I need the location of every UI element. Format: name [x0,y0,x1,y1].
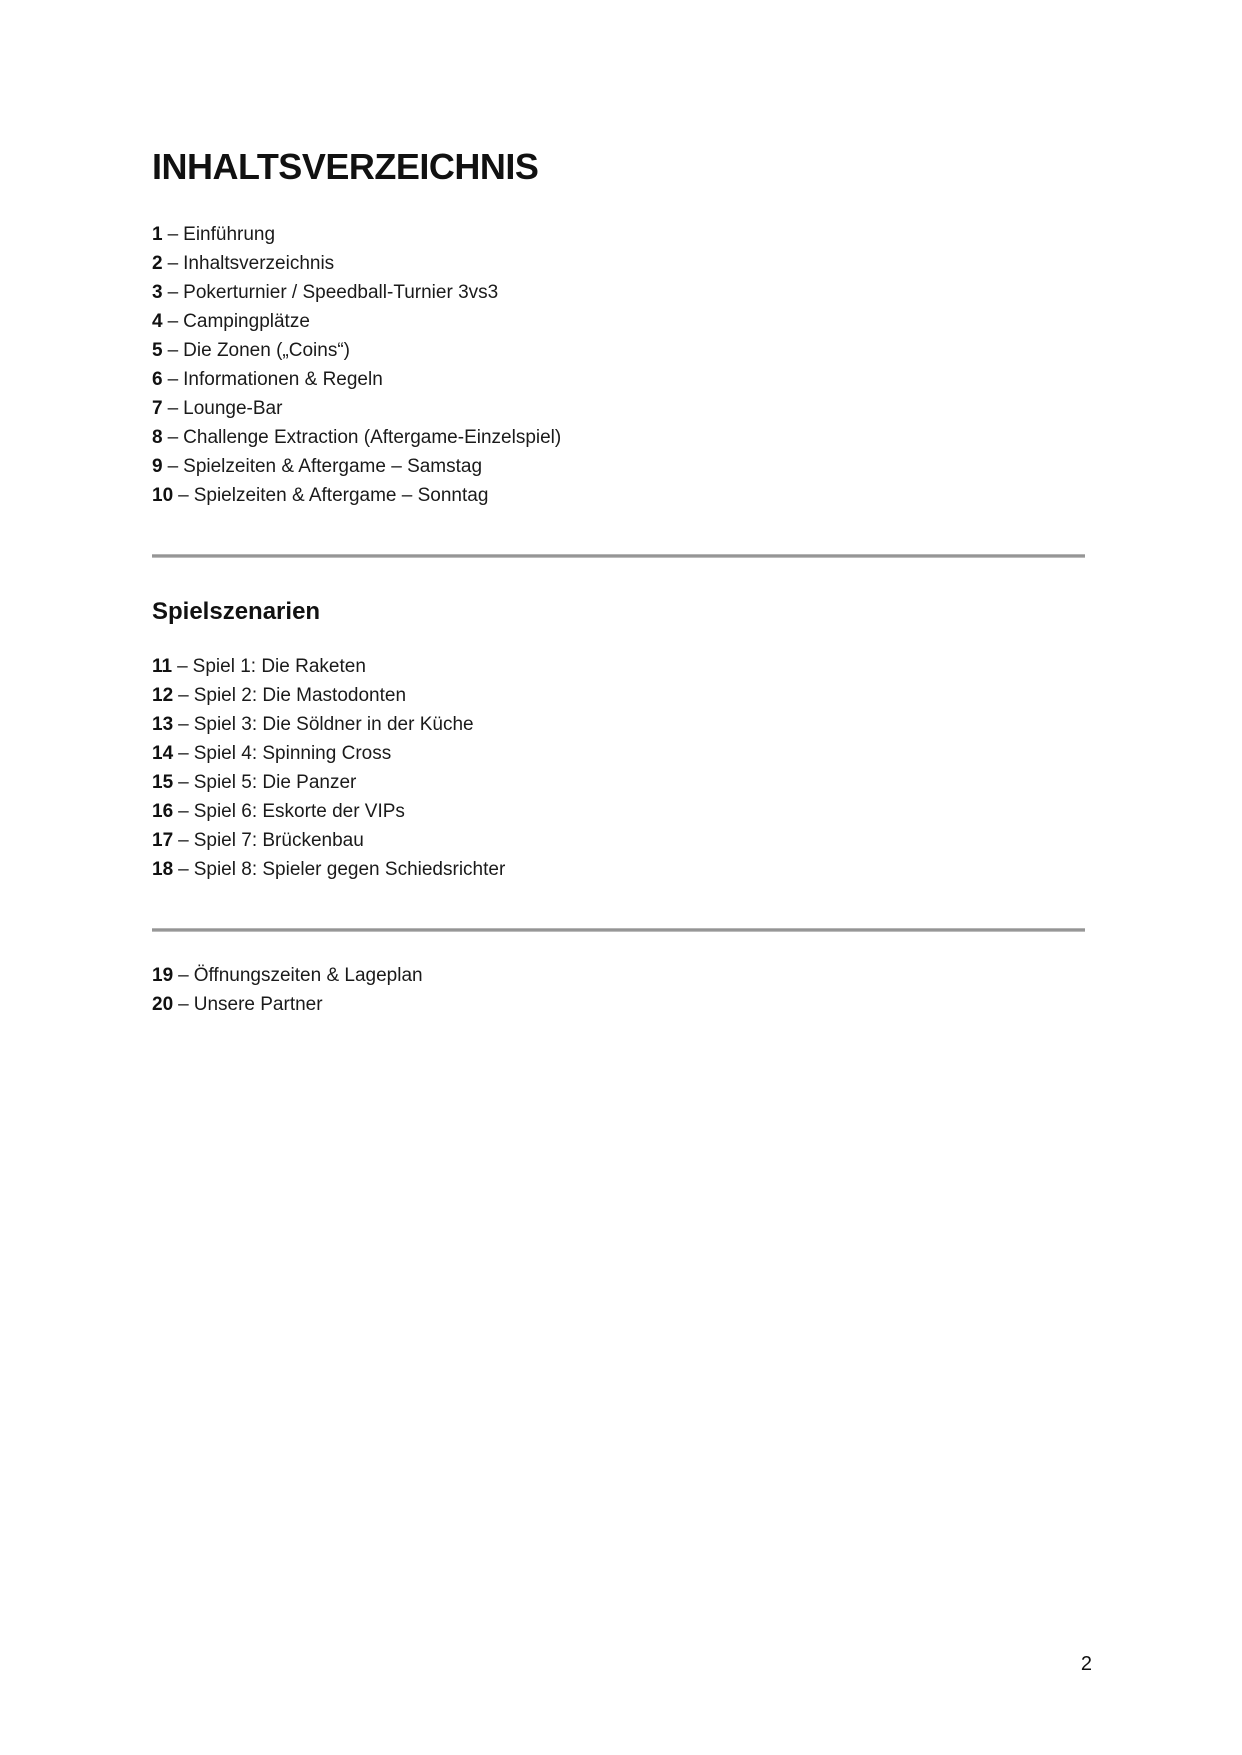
toc-item-separator: – [167,310,179,332]
toc-item-separator: – [167,339,179,361]
toc-item [152,452,1085,481]
toc-item-number: 5 [152,339,163,361]
toc-item-number: 15 [152,771,174,793]
toc-item-label: Spiel 2: Die Mastodonten [193,684,407,706]
toc-item-separator: – [167,252,179,274]
section-divider [152,928,1085,932]
toc-item-number: 14 [152,742,174,764]
toc-item [152,394,1085,423]
toc-item [152,365,1085,394]
toc-item-number: 6 [152,368,163,390]
toc-item-separator: – [167,455,179,477]
toc-item-separator: – [178,742,189,764]
toc-item-separator: – [178,964,189,986]
toc-item-label: Campingplätze [183,310,310,332]
toc-item-label: Öffnungszeiten & Lageplan [193,964,423,986]
toc-item [152,423,1085,452]
toc-item-number: 11 [152,655,173,677]
toc-item [152,278,1085,307]
toc-item-separator: – [167,368,179,390]
toc-item-separator: – [167,223,179,245]
toc-item-number: 12 [152,684,174,706]
toc-item-label: Spiel 4: Spinning Cross [193,742,392,764]
toc-item-separator: – [167,281,179,303]
toc-item [152,855,1085,884]
toc-item-separator: – [178,484,189,506]
page-title: INHALTSVERZEICHNIS [152,146,539,187]
toc-item-label: Spiel 1: Die Raketen [192,655,366,677]
toc-item-number: 7 [152,397,163,419]
toc-item [152,961,1085,990]
toc-item-number: 18 [152,858,174,880]
toc-item [152,710,1085,739]
toc-item-separator: – [177,655,188,677]
toc-item-label: Einführung [183,223,276,245]
toc-item-label: Challenge Extraction (Aftergame-Einzelspiel) [183,426,562,448]
toc-item [152,249,1085,278]
toc-list-footer [152,961,1085,1019]
toc-item-number: 2 [152,252,163,274]
toc-item [152,990,1085,1019]
toc-item [152,826,1085,855]
toc-item-separator: – [178,993,189,1015]
toc-item [152,681,1085,710]
toc-item-separator: – [178,800,189,822]
toc-list-scenarios [152,652,1085,884]
toc-list-main [152,220,1085,510]
toc-item-label: Pokerturnier / Speedball-Turnier 3vs3 [183,281,499,303]
toc-item-number: 13 [152,713,174,735]
toc-item-label: Spiel 5: Die Panzer [193,771,357,793]
toc-item-number: 4 [152,310,163,332]
toc-item-label: Die Zonen („Coins“) [183,339,350,361]
toc-item-label: Spiel 8: Spieler gegen Schiedsrichter [193,858,506,880]
toc-item [152,336,1085,365]
toc-item-separator: – [178,713,189,735]
toc-item-label: Spiel 6: Eskorte der VIPs [193,800,405,822]
toc-item [152,797,1085,826]
toc-item-number: 1 [152,223,163,245]
toc-item-separator: – [167,397,179,419]
toc-item-number: 20 [152,993,174,1015]
toc-item-separator: – [178,771,189,793]
toc-item-separator: – [178,829,189,851]
toc-item-number: 17 [152,829,174,851]
toc-item-label: Informationen & Regeln [183,368,383,390]
toc-item [152,652,1085,681]
toc-item-label: Spielzeiten & Aftergame – Samstag [183,455,483,477]
toc-item [152,768,1085,797]
page-content [152,0,1085,1019]
toc-item-label: Unsere Partner [193,993,323,1015]
toc-item-label: Spiel 7: Brückenbau [193,829,364,851]
toc-item-number: 3 [152,281,163,303]
toc-item-separator: – [178,858,189,880]
toc-item-separator: – [178,684,189,706]
page-number: 2 [1080,1653,1092,1675]
toc-item-number: 10 [152,484,174,506]
toc-item-number: 19 [152,964,174,986]
section-divider [152,554,1085,558]
toc-item-label: Inhaltsverzeichnis [183,252,335,274]
toc-item-label: Spielzeiten & Aftergame – Sonntag [193,484,489,506]
toc-item [152,220,1085,249]
toc-item-label: Spiel 3: Die Söldner in der Küche [193,713,474,735]
toc-item-separator: – [167,426,179,448]
toc-item-label: Lounge-Bar [183,397,283,419]
toc-item-number: 8 [152,426,163,448]
toc-item [152,307,1085,336]
toc-item [152,481,1085,510]
toc-item-number: 16 [152,800,174,822]
toc-item-number: 9 [152,455,163,477]
section-heading-spielszenarien: Spielszenarien [152,597,321,625]
toc-item [152,739,1085,768]
